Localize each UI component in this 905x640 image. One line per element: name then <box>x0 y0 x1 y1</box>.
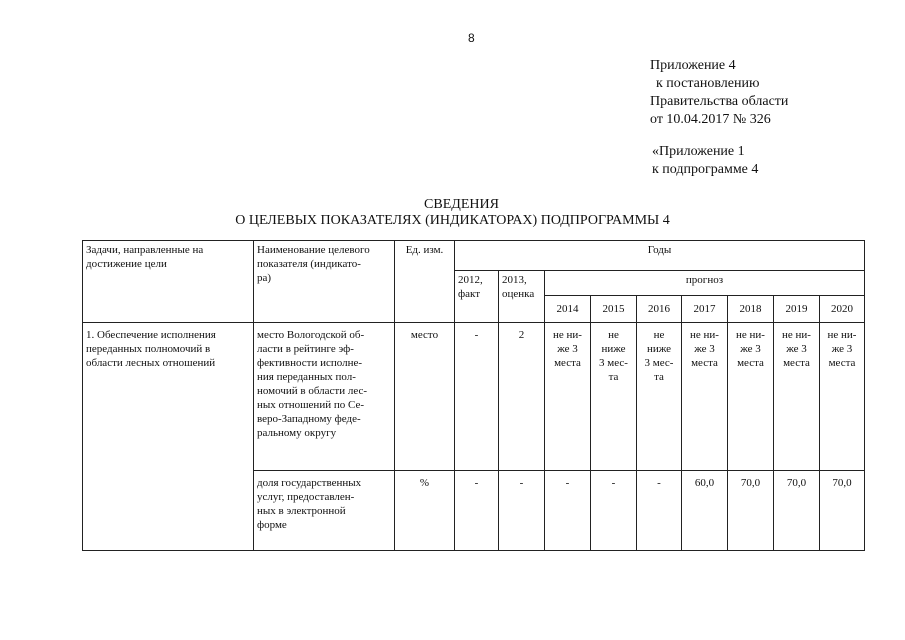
indicator-cell: место Вологодской об- ласти в рейтинге эф- фективности исполне- ния переданных пол- номочий в области лес- ных отношений по Се- веро-Западному феде- ральному округу <box>254 323 395 471</box>
header-tasks: Задачи, направленные на достижение цели <box>83 241 254 323</box>
value-2016-cell: не ниже 3 мес- та <box>637 323 682 471</box>
value-2018-cell: не ни- же 3 места <box>728 323 774 471</box>
header-year-2018: 2018 <box>728 296 774 323</box>
value-2017-cell: не ни- же 3 места <box>682 323 728 471</box>
document-title: СВЕДЕНИЯ <box>424 197 499 212</box>
appendix-line-1: Приложение 4 <box>650 58 736 73</box>
header-year-2013: 2013, оценка <box>499 271 545 323</box>
value-2020-cell: 70,0 <box>820 471 865 551</box>
appendix-subprogram-block <box>652 143 758 179</box>
value-2012-cell: - <box>455 323 499 471</box>
header-year-2017: 2017 <box>682 296 728 323</box>
appendix-subprogram-line-2: к подпрограмме 4 <box>652 162 759 177</box>
value-2014-cell: - <box>545 471 591 551</box>
header-unit: Ед. изм. <box>395 241 455 323</box>
appendix-line-2: к постановлению <box>656 76 760 91</box>
header-year-2015: 2015 <box>591 296 637 323</box>
value-2013-cell: 2 <box>499 323 545 471</box>
unit-cell: % <box>395 471 455 551</box>
document-subtitle: О ЦЕЛЕВЫХ ПОКАЗАТЕЛЯХ (ИНДИКАТОРАХ) ПОДПРОГРАММЫ 4 <box>235 213 670 228</box>
value-2013-cell: - <box>499 471 545 551</box>
value-2014-cell: не ни- же 3 места <box>545 323 591 471</box>
header-indicator: Наименование целевого показателя (индикато- ра) <box>254 241 395 323</box>
table-header-row <box>83 241 865 271</box>
value-2012-cell: - <box>455 471 499 551</box>
value-2019-cell: 70,0 <box>774 471 820 551</box>
value-2020-cell: не ни- же 3 места <box>820 323 865 471</box>
value-2015-cell: не ниже 3 мес- та <box>591 323 637 471</box>
appendix-block <box>650 57 788 129</box>
indicators-table <box>82 240 865 551</box>
appendix-subprogram-line-1: «Приложение 1 <box>652 144 745 159</box>
header-year-2020: 2020 <box>820 296 865 323</box>
header-year-2014: 2014 <box>545 296 591 323</box>
value-2017-cell: 60,0 <box>682 471 728 551</box>
header-years: Годы <box>455 241 865 271</box>
task-cell: 1. Обеспечение исполнения переданных полномочий в области лесных отношений <box>83 323 254 551</box>
value-2018-cell: 70,0 <box>728 471 774 551</box>
header-year-2016: 2016 <box>637 296 682 323</box>
page-number: 8 <box>468 31 475 45</box>
value-2015-cell: - <box>591 471 637 551</box>
header-year-2019: 2019 <box>774 296 820 323</box>
value-2016-cell: - <box>637 471 682 551</box>
appendix-line-4: от 10.04.2017 № 326 <box>650 112 771 127</box>
appendix-line-3: Правительства области <box>650 94 789 109</box>
header-forecast: прогноз <box>545 271 865 296</box>
header-year-2012: 2012, факт <box>455 271 499 323</box>
table-row <box>83 323 865 471</box>
unit-cell: место <box>395 323 455 471</box>
value-2019-cell: не ни- же 3 места <box>774 323 820 471</box>
indicator-cell: доля государственных услуг, предоставлен- ных в электронной форме <box>254 471 395 551</box>
